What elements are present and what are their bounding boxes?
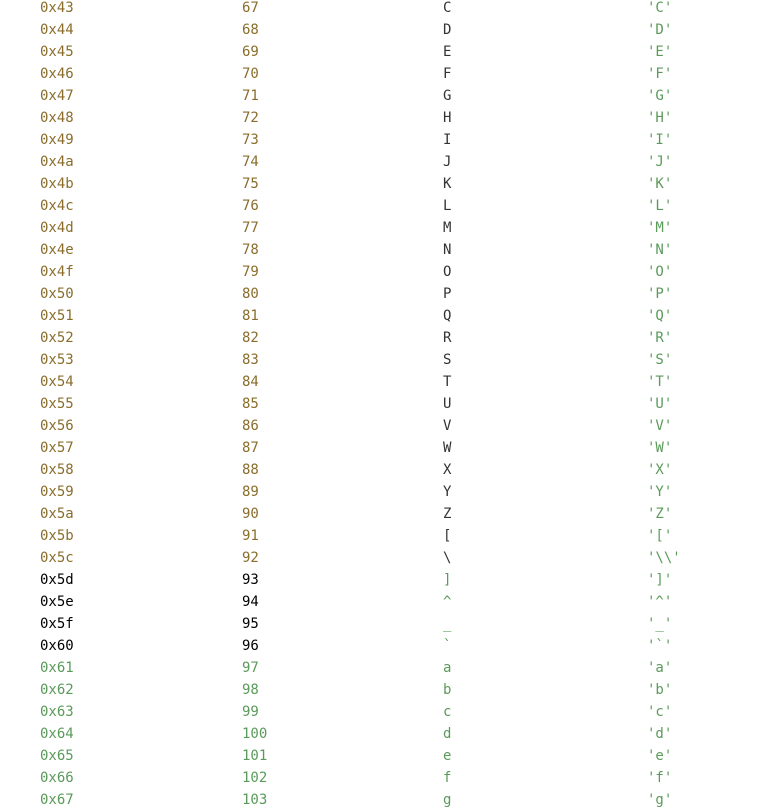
character: ` [443, 638, 452, 654]
character: ^ [443, 594, 452, 610]
character: ] [443, 572, 452, 588]
hex-code: 0x5e [40, 594, 74, 610]
char-literal: 'R' [647, 330, 673, 346]
character: W [443, 440, 452, 456]
decimal-code: 77 [242, 220, 259, 236]
decimal-code: 100 [242, 726, 268, 742]
table-row [0, 591, 761, 613]
decimal-code: 68 [242, 22, 259, 38]
char-literal: 'M' [647, 220, 673, 236]
hex-code: 0x43 [40, 0, 74, 16]
char-literal: 'G' [647, 88, 673, 104]
character: P [443, 286, 452, 302]
hex-code: 0x62 [40, 682, 74, 698]
character: L [443, 198, 452, 214]
table-row [0, 569, 761, 591]
character: _ [443, 616, 452, 632]
char-literal: 'X' [647, 462, 673, 478]
decimal-code: 75 [242, 176, 259, 192]
character: J [443, 154, 452, 170]
char-literal: 'T' [647, 374, 673, 390]
hex-code: 0x5d [40, 572, 74, 588]
decimal-code: 97 [242, 660, 259, 676]
character: V [443, 418, 452, 434]
table-row [0, 107, 761, 129]
character: Y [443, 484, 452, 500]
table-row [0, 723, 761, 745]
char-literal: 'K' [647, 176, 673, 192]
hex-code: 0x67 [40, 792, 74, 808]
table-row [0, 41, 761, 63]
char-literal: 'I' [647, 132, 673, 148]
char-literal: 'S' [647, 352, 673, 368]
char-literal: 'g' [647, 792, 673, 808]
hex-code: 0x50 [40, 286, 74, 302]
table-row [0, 437, 761, 459]
hex-code: 0x59 [40, 484, 74, 500]
table-row [0, 481, 761, 503]
decimal-code: 102 [242, 770, 268, 786]
table-row [0, 349, 761, 371]
hex-code: 0x51 [40, 308, 74, 324]
character: g [443, 792, 452, 808]
decimal-code: 99 [242, 704, 259, 720]
char-literal: 'F' [647, 66, 673, 82]
decimal-code: 76 [242, 198, 259, 214]
table-row [0, 305, 761, 327]
hex-code: 0x63 [40, 704, 74, 720]
decimal-code: 82 [242, 330, 259, 346]
hex-code: 0x45 [40, 44, 74, 60]
table-row [0, 613, 761, 635]
character: b [443, 682, 452, 698]
table-row [0, 657, 761, 679]
character: [ [443, 528, 452, 544]
decimal-code: 95 [242, 616, 259, 632]
table-row [0, 459, 761, 481]
decimal-code: 79 [242, 264, 259, 280]
table-row [0, 789, 761, 811]
char-literal: 'f' [647, 770, 673, 786]
hex-code: 0x4e [40, 242, 74, 258]
character: \ [443, 550, 452, 566]
table-row [0, 547, 761, 569]
hex-code: 0x4a [40, 154, 74, 170]
table-row [0, 261, 761, 283]
char-literal: 'Z' [647, 506, 673, 522]
character: D [443, 22, 452, 38]
decimal-code: 81 [242, 308, 259, 324]
char-literal: 'N' [647, 242, 673, 258]
decimal-code: 87 [242, 440, 259, 456]
hex-code: 0x65 [40, 748, 74, 764]
table-row [0, 217, 761, 239]
hex-code: 0x47 [40, 88, 74, 104]
char-literal: '_' [647, 616, 673, 632]
decimal-code: 84 [242, 374, 259, 390]
character: U [443, 396, 452, 412]
hex-code: 0x61 [40, 660, 74, 676]
table-row [0, 525, 761, 547]
hex-code: 0x4c [40, 198, 74, 214]
decimal-code: 94 [242, 594, 259, 610]
table-row [0, 327, 761, 349]
hex-code: 0x52 [40, 330, 74, 346]
character: M [443, 220, 452, 236]
char-literal: 'U' [647, 396, 673, 412]
decimal-code: 96 [242, 638, 259, 654]
character: Z [443, 506, 452, 522]
char-literal: 'b' [647, 682, 673, 698]
hex-code: 0x4b [40, 176, 74, 192]
decimal-code: 86 [242, 418, 259, 434]
character: c [443, 704, 452, 720]
table-row [0, 129, 761, 151]
character: Q [443, 308, 452, 324]
decimal-code: 90 [242, 506, 259, 522]
hex-code: 0x5a [40, 506, 74, 522]
hex-code: 0x60 [40, 638, 74, 654]
character: S [443, 352, 452, 368]
hex-code: 0x4f [40, 264, 74, 280]
char-literal: 'H' [647, 110, 673, 126]
table-row [0, 371, 761, 393]
decimal-code: 85 [242, 396, 259, 412]
hex-code: 0x48 [40, 110, 74, 126]
decimal-code: 72 [242, 110, 259, 126]
decimal-code: 88 [242, 462, 259, 478]
character: d [443, 726, 452, 742]
table-row [0, 393, 761, 415]
hex-code: 0x46 [40, 66, 74, 82]
hex-code: 0x49 [40, 132, 74, 148]
decimal-code: 93 [242, 572, 259, 588]
hex-code: 0x5c [40, 550, 74, 566]
char-literal: 'P' [647, 286, 673, 302]
character: F [443, 66, 452, 82]
char-literal: ']' [647, 572, 673, 588]
decimal-code: 89 [242, 484, 259, 500]
hex-code: 0x53 [40, 352, 74, 368]
char-literal: 'O' [647, 264, 673, 280]
table-row [0, 151, 761, 173]
character: I [443, 132, 452, 148]
char-literal: 'd' [647, 726, 673, 742]
table-row [0, 63, 761, 85]
hex-code: 0x64 [40, 726, 74, 742]
hex-code: 0x44 [40, 22, 74, 38]
decimal-code: 69 [242, 44, 259, 60]
character: R [443, 330, 452, 346]
table-row [0, 239, 761, 261]
character: T [443, 374, 452, 390]
table-row [0, 0, 761, 19]
char-literal: '`' [647, 638, 673, 654]
hex-code: 0x55 [40, 396, 74, 412]
character: a [443, 660, 452, 676]
decimal-code: 98 [242, 682, 259, 698]
decimal-code: 103 [242, 792, 268, 808]
character: G [443, 88, 452, 104]
char-literal: 'W' [647, 440, 673, 456]
hex-code: 0x58 [40, 462, 74, 478]
char-literal: 'Q' [647, 308, 673, 324]
character: N [443, 242, 452, 258]
character: f [443, 770, 452, 786]
char-literal: 'a' [647, 660, 673, 676]
char-literal: '\\' [647, 550, 681, 566]
table-row [0, 503, 761, 525]
decimal-code: 80 [242, 286, 259, 302]
char-literal: 'c' [647, 704, 673, 720]
table-row [0, 173, 761, 195]
char-literal: 'E' [647, 44, 673, 60]
table-row [0, 19, 761, 41]
decimal-code: 67 [242, 0, 259, 16]
table-row [0, 745, 761, 767]
character: E [443, 44, 452, 60]
decimal-code: 83 [242, 352, 259, 368]
hex-code: 0x57 [40, 440, 74, 456]
char-literal: 'V' [647, 418, 673, 434]
character: C [443, 0, 452, 16]
table-row [0, 85, 761, 107]
decimal-code: 101 [242, 748, 268, 764]
decimal-code: 71 [242, 88, 259, 104]
char-literal: 'L' [647, 198, 673, 214]
table-row [0, 195, 761, 217]
char-literal: 'D' [647, 22, 673, 38]
hex-code: 0x56 [40, 418, 74, 434]
char-literal: '^' [647, 594, 673, 610]
character: H [443, 110, 452, 126]
table-row [0, 701, 761, 723]
decimal-code: 70 [242, 66, 259, 82]
char-literal: 'C' [647, 0, 673, 16]
hex-code: 0x5b [40, 528, 74, 544]
char-literal: 'Y' [647, 484, 673, 500]
table-row [0, 767, 761, 789]
char-literal: '[' [647, 528, 673, 544]
decimal-code: 78 [242, 242, 259, 258]
hex-code: 0x66 [40, 770, 74, 786]
decimal-code: 91 [242, 528, 259, 544]
hex-code: 0x5f [40, 616, 74, 632]
table-row [0, 635, 761, 657]
decimal-code: 74 [242, 154, 259, 170]
character: K [443, 176, 452, 192]
char-literal: 'J' [647, 154, 673, 170]
hex-code: 0x54 [40, 374, 74, 390]
table-row [0, 415, 761, 437]
decimal-code: 73 [242, 132, 259, 148]
character: O [443, 264, 452, 280]
table-row [0, 283, 761, 305]
hex-code: 0x4d [40, 220, 74, 236]
table-row [0, 679, 761, 701]
character: X [443, 462, 452, 478]
decimal-code: 92 [242, 550, 259, 566]
char-literal: 'e' [647, 748, 673, 764]
character: e [443, 748, 452, 764]
